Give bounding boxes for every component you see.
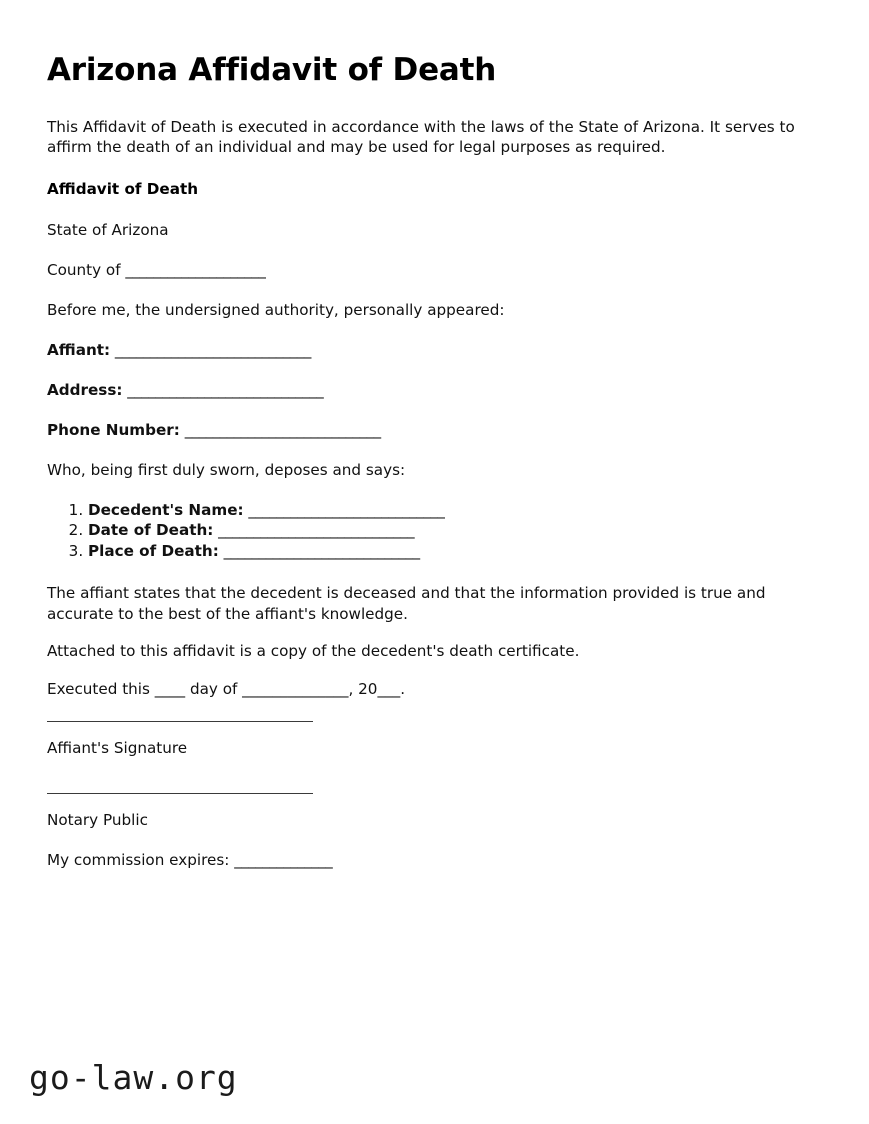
county-line [47, 260, 822, 280]
affirmation-paragraph: The affiant states that the decedent is deceased and that the information provided is true and accurate to the best of the affiant's knowledge. [47, 584, 766, 623]
page-title: Arizona Affidavit of Death [47, 52, 497, 88]
county-label: County of [47, 260, 126, 279]
county-blank[interactable]: ____________________ [125, 260, 266, 279]
commission-expires-blank[interactable]: ______________ [234, 850, 333, 869]
decedent-name-blank[interactable]: ____________________________ [248, 500, 445, 519]
phone-field [47, 420, 822, 440]
state-line: State of Arizona [47, 220, 169, 239]
address-blank[interactable]: ____________________________ [127, 380, 324, 399]
section-heading: Affidavit of Death [47, 179, 199, 198]
decedent-name-label: Decedent's Name: [88, 500, 244, 519]
affiant-signature-label: Affiant's Signature [47, 738, 188, 757]
date-of-death-blank[interactable]: ____________________________ [218, 521, 414, 540]
sworn-line: Who, being first duly sworn, deposes and says: [47, 460, 406, 479]
affiant-blank[interactable]: ____________________________ [114, 340, 311, 359]
address-label: Address: [47, 380, 123, 399]
executed-date-line[interactable]: Executed this ____ day of ______________, 20___. [47, 679, 406, 698]
attachment-paragraph: Attached to this affidavit is a copy of the decedent's death certificate. [47, 642, 580, 661]
document-content [47, 52, 822, 890]
place-of-death-blank[interactable]: ____________________________ [223, 541, 420, 560]
phone-number-blank[interactable]: ____________________________ [184, 420, 381, 439]
notary-public-label: Notary Public [47, 810, 148, 829]
notary-signature-rule[interactable] [47, 793, 313, 794]
before-me-line: Before me, the undersigned authority, personally appeared: [47, 300, 505, 319]
list-item [88, 541, 822, 562]
affiant-signature-rule[interactable] [47, 721, 313, 722]
affiant-label: Affiant: [47, 340, 111, 359]
list-item [88, 500, 822, 521]
commission-expires-label: My commission expires: [47, 850, 235, 869]
commission-expires-line [47, 850, 822, 870]
list-item [88, 520, 822, 541]
date-of-death-label: Date of Death: [88, 521, 214, 540]
place-of-death-label: Place of Death: [88, 541, 219, 560]
phone-number-label: Phone Number: [47, 420, 180, 439]
address-field [47, 380, 822, 400]
decedent-facts-list [47, 500, 822, 562]
affiant-field [47, 340, 822, 360]
site-watermark: go-law.org [29, 1058, 238, 1097]
intro-paragraph: This Affidavit of Death is executed in accordance with the laws of the State of Arizona. It serves to affirm the death of an individual and may be used for legal purposes as required. [47, 117, 795, 157]
